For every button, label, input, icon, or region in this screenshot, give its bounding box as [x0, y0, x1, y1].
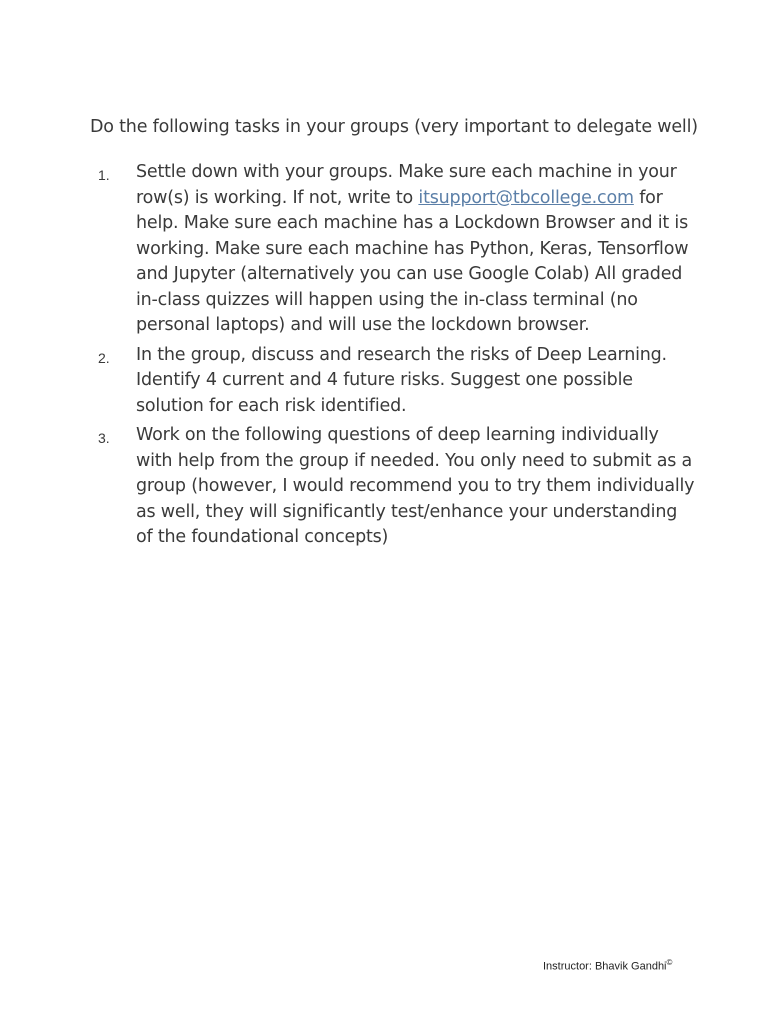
task-text: In the group, discuss and research the risks of Deep Learning. Identify 4 current and 4 future risks. Suggest one possible solution for each risk identified. — [136, 344, 667, 416]
task-item-3 — [98, 423, 698, 551]
task-text — [136, 160, 698, 339]
task-list — [98, 160, 698, 555]
support-email-link[interactable]: itsupport@tbcollege.com — [418, 187, 634, 208]
task-number: 3. — [98, 430, 110, 446]
intro-text: Do the following tasks in your groups (very important to delegate well) — [90, 117, 698, 137]
instructor-footer — [543, 958, 672, 973]
copyright-mark: © — [666, 958, 673, 967]
task-number: 2. — [98, 349, 110, 366]
task-item-1 — [98, 160, 698, 339]
task-text-before-link: Settle down with your groups. Make sure each machine in your row(s) is working. If not, write to — [136, 162, 677, 208]
instructor-label: Instructor: Bhavik Gandhi — [543, 960, 667, 973]
task-number: 1. — [98, 167, 110, 183]
task-text: Work on the following questions of deep learning individually with help from the group if needed. You only need to submit as a group (however, I would recommend you to try them individually as well, they will significantly test/enhance your understanding of the foundational concepts) — [136, 425, 695, 547]
task-text-after-link: for help. Make sure each machine has a Lockdown Browser and it is working. Make sure each machine has Python, Keras, Tensorflow and Jupyter (alternatively you can use Google Colab) All graded in-class quizzes will happen using the in-class terminal (no personal laptops) and will use the lockdown browser. — [136, 187, 689, 335]
task-item-2 — [98, 343, 698, 420]
